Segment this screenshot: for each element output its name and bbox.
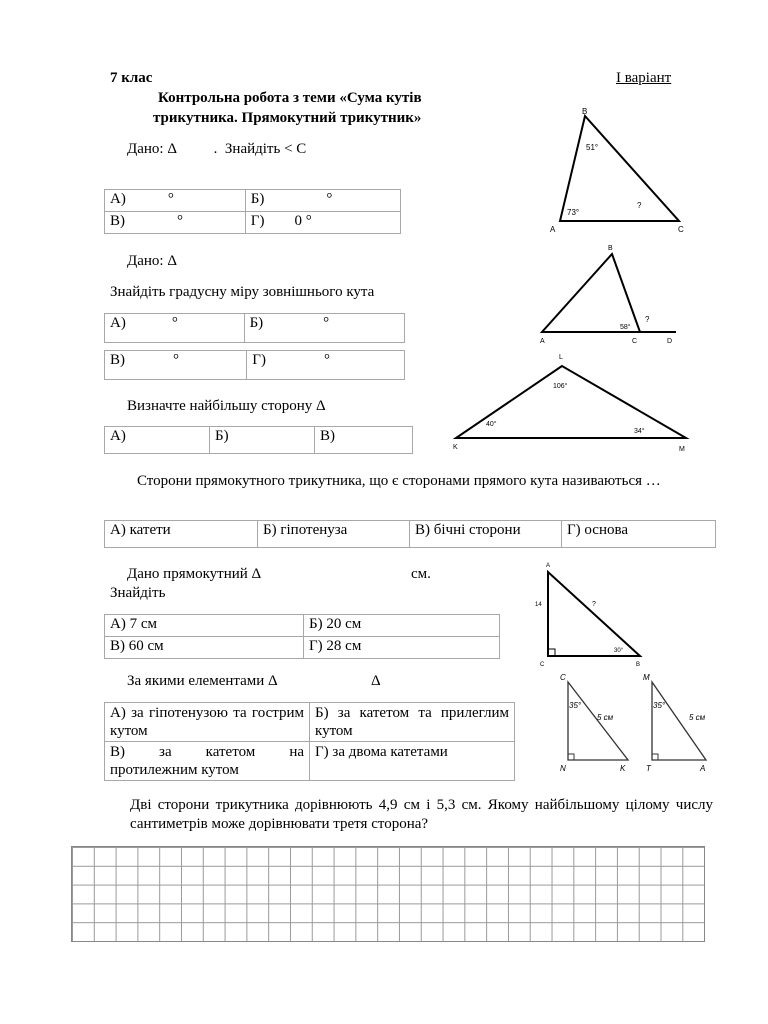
q3-angle-l: 106° bbox=[553, 383, 568, 390]
q4-text: Сторони прямокутного трикутника, що є сторонами прямого кута називаються … bbox=[137, 473, 661, 489]
q6-label-t: T bbox=[646, 764, 651, 773]
q5-answer-table bbox=[104, 614, 500, 659]
q5-angle: 30° bbox=[614, 648, 624, 654]
q1-option-a[interactable]: А) ° bbox=[105, 190, 246, 212]
q6-label-c: C bbox=[560, 673, 566, 682]
q2-unknown: ? bbox=[645, 315, 650, 324]
q2-triangle-figure bbox=[536, 242, 686, 346]
q6-label-n: N bbox=[560, 764, 566, 773]
q2-option-b[interactable]: Б) ° bbox=[244, 314, 404, 343]
q5-unknown: ? bbox=[592, 601, 596, 608]
q4-option-a[interactable]: А) катети bbox=[105, 521, 258, 548]
q6-hyp-2: 5 см bbox=[689, 713, 706, 722]
q3-option-b[interactable]: Б) bbox=[210, 427, 315, 454]
q5-text-2: см. bbox=[411, 566, 431, 582]
q4-option-d[interactable]: Г) основа bbox=[562, 521, 716, 548]
q4-answer-table bbox=[104, 520, 716, 548]
q6-option-b[interactable]: Б) за катетом та прилеглим кутом bbox=[310, 703, 515, 742]
q5-label-c: C bbox=[540, 662, 545, 668]
q2-label-b: B bbox=[608, 245, 613, 252]
q6-angle-1: 35° bbox=[569, 701, 582, 710]
q2-option-a[interactable]: А) ° bbox=[105, 314, 245, 343]
q1-label-a: A bbox=[550, 225, 556, 234]
q3-triangle-figure bbox=[448, 350, 698, 456]
q3-text: Визначте найбільшу сторону Δ bbox=[127, 398, 326, 414]
q5-label-b: B bbox=[636, 662, 641, 668]
q1-answer-table bbox=[104, 189, 401, 234]
q1-label-b: B bbox=[582, 107, 588, 116]
q4-option-b[interactable]: Б) гіпотенуза bbox=[258, 521, 410, 548]
q6-option-a[interactable]: А) за гіпотенузою та гострим кутом bbox=[105, 703, 310, 742]
variant-label: І варіант bbox=[616, 70, 672, 86]
q2-answer-table-2 bbox=[104, 350, 405, 380]
q3-angle-m: 34° bbox=[634, 428, 645, 435]
q6-text-1: За якими елементами Δ bbox=[127, 673, 278, 689]
q5-text-3: Знайдіть bbox=[110, 585, 166, 601]
q7-text: Дві сторони трикутника дорівнюють 4,9 см і 5,3 см. Якому найбільшому цілому числу сантиметрів може дорівнювати третя сторона? bbox=[130, 797, 713, 832]
q4-option-c[interactable]: В) бічні сторони bbox=[410, 521, 562, 548]
q2-label-d: D bbox=[667, 338, 673, 345]
q6-label-m: M bbox=[643, 673, 650, 682]
q6-option-d[interactable]: Г) за двома катетами bbox=[310, 742, 515, 781]
q6-answer-table bbox=[104, 702, 515, 781]
q1-option-b[interactable]: Б) ° bbox=[245, 190, 400, 212]
q6-option-c[interactable]: В) за катетом на протилежним кутом bbox=[105, 742, 310, 781]
q5-triangle-figure bbox=[530, 560, 655, 670]
q1-text: Дано: Δ . Знайдіть < С bbox=[127, 141, 307, 157]
q1-option-c[interactable]: В) ° bbox=[105, 212, 246, 234]
q1-unknown: ? bbox=[637, 201, 642, 210]
q2-label-c: C bbox=[632, 338, 638, 345]
q5-side-label: 14 bbox=[535, 602, 542, 608]
q2-option-d[interactable]: Г) ° bbox=[247, 351, 405, 380]
q6-triangles-figure bbox=[552, 670, 722, 778]
q3-label-m: M bbox=[679, 446, 685, 453]
q6-hyp-1: 5 см bbox=[597, 713, 614, 722]
q1-angle-b: 51° bbox=[586, 143, 599, 152]
q5-option-d[interactable]: Г) 28 см bbox=[304, 637, 500, 659]
q5-option-a[interactable]: А) 7 см bbox=[105, 615, 304, 637]
q3-label-k: K bbox=[453, 444, 458, 451]
q1-label-c: C bbox=[678, 225, 684, 234]
q5-label-a: A bbox=[546, 563, 551, 569]
q6-angle-2: 35° bbox=[653, 701, 666, 710]
q1-angle-a: 73° bbox=[567, 208, 580, 217]
q2-text-2: Знайдіть градусну міру зовнішнього кута bbox=[110, 284, 375, 300]
q3-angle-k: 40° bbox=[486, 421, 497, 428]
q2-label-a: A bbox=[540, 338, 545, 345]
q5-option-c[interactable]: В) 60 см bbox=[105, 637, 304, 659]
title-line-2: трикутника. Прямокутний трикутник» bbox=[153, 110, 422, 126]
q6-label-k: K bbox=[620, 764, 626, 773]
q1-option-d[interactable]: Г) 0 ° bbox=[245, 212, 400, 234]
q3-label-l: L bbox=[559, 354, 563, 361]
q6-text-2: Δ bbox=[371, 673, 381, 689]
grade-label: 7 клас bbox=[110, 70, 153, 86]
q6-label-a: A bbox=[700, 764, 706, 773]
q2-answer-table-1 bbox=[104, 313, 405, 343]
answer-grid[interactable] bbox=[71, 846, 705, 942]
q2-option-c[interactable]: В) ° bbox=[105, 351, 247, 380]
title-line-1: Контрольна робота з теми «Сума кутів bbox=[158, 90, 422, 106]
q2-angle: 58° bbox=[620, 324, 631, 331]
q5-option-b[interactable]: Б) 20 см bbox=[304, 615, 500, 637]
q3-option-c[interactable]: В) bbox=[315, 427, 413, 454]
q3-answer-table bbox=[104, 426, 413, 454]
q1-triangle-figure bbox=[540, 104, 690, 236]
q3-option-a[interactable]: А) bbox=[105, 427, 210, 454]
q5-text-1: Дано прямокутний Δ bbox=[127, 566, 262, 582]
q2-text-1: Дано: Δ bbox=[127, 253, 177, 269]
